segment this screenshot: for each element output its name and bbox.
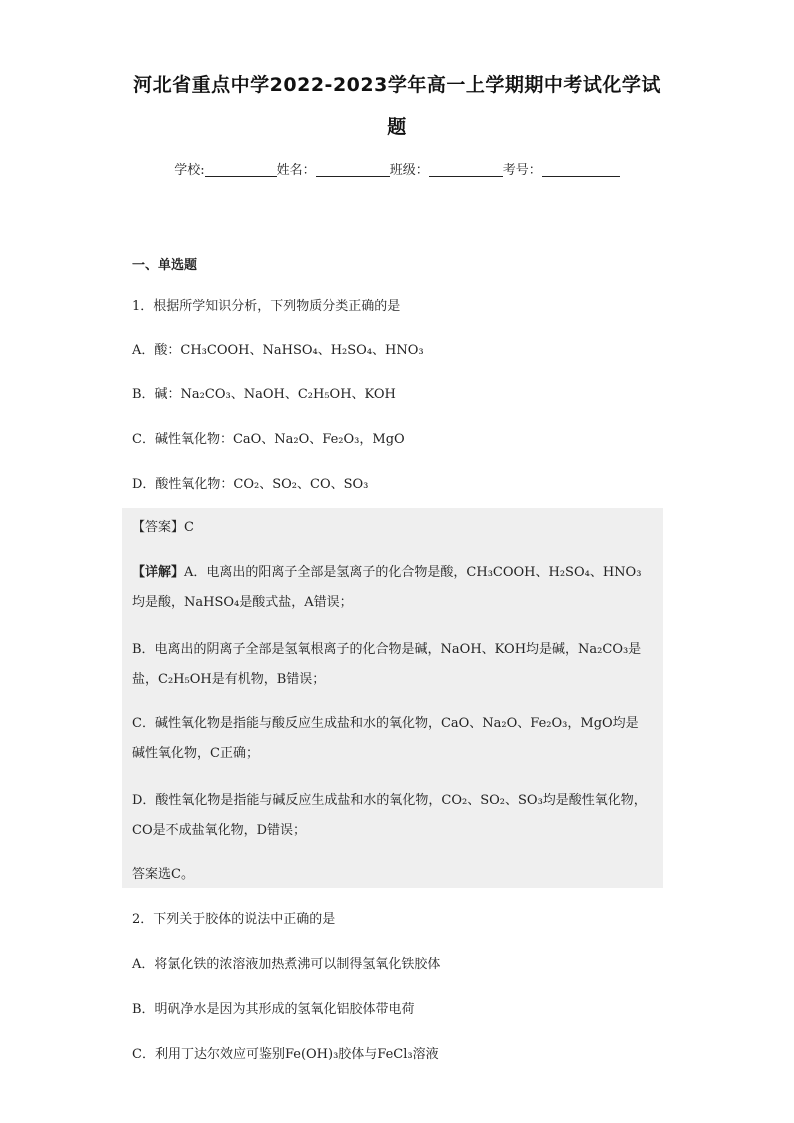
exam-number-label: 考号： [502, 163, 542, 178]
answer-label: 【答案】C [132, 520, 194, 535]
exam-number-blank[interactable] [542, 162, 620, 177]
student-info-row [0, 159, 794, 178]
section-heading: 一、单选题 [132, 258, 198, 273]
explanation-b-line-2: 盐，C₂H₅OH是有机物，B错误； [132, 672, 326, 687]
answer-explanation-box [122, 508, 663, 888]
class-blank[interactable] [429, 162, 503, 177]
school-label: 学校: [174, 163, 205, 178]
explanation-c-line-1: C．碱性氧化物是指能与酸反应生成盐和水的氧化物，CaO、Na₂O、Fe₂O₃，MgO均是 [132, 716, 639, 731]
class-label: 班级： [389, 163, 429, 178]
question-1-stem: 1．根据所学知识分析，下列物质分类正确的是 [132, 299, 401, 314]
question-1-option-c: C．碱性氧化物：CaO、Na₂O、Fe₂O₃，MgO [132, 432, 405, 447]
explanation-d-line-2: CO是不成盐氧化物，D错误； [132, 823, 307, 838]
detail-label: 【详解】 [132, 565, 185, 580]
explanation-c-line-2: 碱性氧化物，C正确； [132, 746, 259, 761]
explanation-a-line-2: 均是酸，NaHSO₄是酸式盐，A错误； [132, 595, 353, 610]
name-label: 姓名： [276, 163, 316, 178]
question-1-option-a: A．酸：CH₃COOH、NaHSO₄、H₂SO₄、HNO₃ [132, 343, 424, 358]
exam-title-line-1: 河北省重点中学2022-2023学年高一上学期期中考试化学试 [133, 74, 661, 96]
question-2-option-a: A．将氯化铁的浓溶液加热煮沸可以制得氢氧化铁胶体 [132, 957, 441, 972]
exam-title-line-2: 题 [387, 116, 407, 138]
name-blank[interactable] [316, 162, 390, 177]
question-1-option-b: B．碱：Na₂CO₃、NaOH、C₂H₅OH、KOH [132, 387, 396, 402]
explanation-a-text: A．电离出的阳离子全部是氢离子的化合物是酸，CH₃COOH、H₂SO₄、HNO₃ [184, 565, 642, 580]
explanation-d-line-1: D．酸性氧化物是指能与碱反应生成盐和水的氧化物，CO₂、SO₂、SO₃均是酸性氧化物， [132, 793, 647, 808]
question-2-option-b: B．明矾净水是因为其形成的氢氧化铝胶体带电荷 [132, 1002, 415, 1017]
answer-conclusion: 答案选C。 [132, 867, 194, 882]
question-1-option-d: D．酸性氧化物：CO₂、SO₂、CO、SO₃ [132, 477, 369, 492]
explanation-b-line-1: B．电离出的阴离子全部是氢氧根离子的化合物是碱，NaOH、KOH均是碱，Na₂CO₃是 [132, 642, 642, 657]
school-blank[interactable] [205, 162, 277, 177]
question-2-option-c: C．利用丁达尔效应可鉴别Fe(OH)₃胶体与FeCl₃溶液 [132, 1047, 439, 1062]
question-2-stem: 2．下列关于胶体的说法中正确的是 [132, 912, 336, 927]
explanation-a-line-1 [132, 561, 641, 580]
